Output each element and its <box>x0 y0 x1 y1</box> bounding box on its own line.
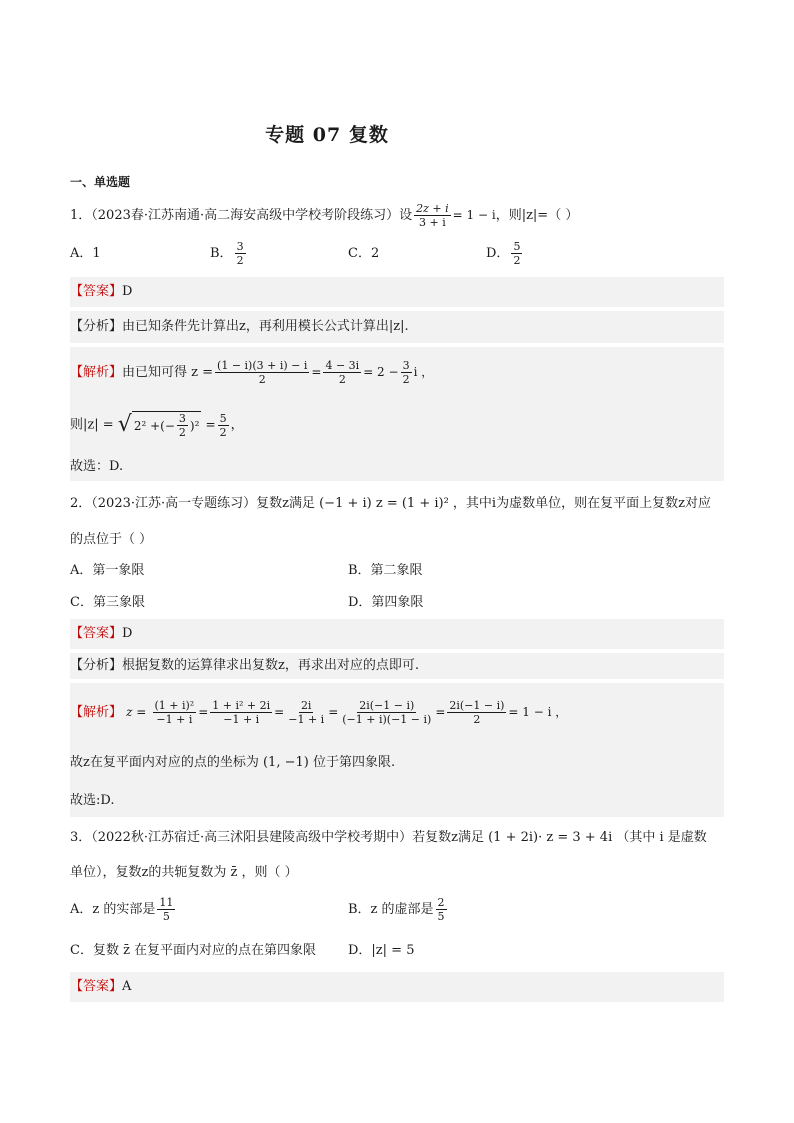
q1-modulus-num: 5 <box>219 411 227 425</box>
q1-answer-value: D <box>122 284 133 299</box>
q1-solution-line1 <box>70 359 433 386</box>
q1-option-b <box>210 240 248 267</box>
q1-answer <box>70 282 132 302</box>
q2-option-b: B．第二象限 <box>348 563 423 578</box>
q2-frac4 <box>340 699 433 726</box>
q1-answer-box <box>70 277 724 307</box>
q3-option-a <box>70 896 177 923</box>
q2-eq1: = <box>198 705 209 719</box>
section-heading: 一、单选题 <box>70 175 131 189</box>
q3-option-b-fraction <box>436 896 447 923</box>
q2-frac3-num: 2i <box>300 699 312 712</box>
q1-frac-den: 3 + i <box>419 216 446 229</box>
answer-tag: 【答案】 <box>70 626 123 641</box>
radical-icon: √ <box>117 412 132 437</box>
q1-solution-frac2-den: 2 <box>338 373 346 386</box>
q3-option-c: C．复数 z̄ 在复平面内对应的点在第四象限 <box>70 943 317 958</box>
q3-option-b-label: B．z 的虚部是 <box>348 902 434 917</box>
q2-eq2: = <box>274 705 285 719</box>
q1-modulus-eq: = <box>205 417 216 432</box>
q2-frac4-den: (−1 + i)(−1 − i) <box>342 713 432 726</box>
q3-option-a-num: 11 <box>159 896 174 909</box>
q3-option-b <box>348 896 449 923</box>
q3-answer-value: A <box>122 979 132 994</box>
q2-answer-value: D <box>122 626 133 641</box>
q1-option-d <box>486 240 524 267</box>
q1-solution-frac3-num: 3 <box>402 359 410 372</box>
q2-frac5 <box>447 699 506 726</box>
q2-option-d: D．第四象限 <box>348 595 424 610</box>
q1-solution-frac3-den: 2 <box>402 373 410 386</box>
q3-option-d: D．|z| = 5 <box>348 943 415 958</box>
q1-option-c: C．2 <box>348 246 380 261</box>
q1-option-d-label: D． <box>486 246 510 261</box>
q1-option-b-num: 3 <box>236 240 244 253</box>
q1-modulus-den: 2 <box>219 425 227 439</box>
q2-frac3 <box>286 699 326 726</box>
q3-stem-line1: 3．（2022秋·江苏宿迁·高三沭阳县建陵高级中学校考期中）若复数z满足 (1 + 2i)· z = 3 + 4i （其中 i 是虚数 <box>70 830 707 845</box>
analysis-tag: 【分析】 <box>70 319 123 334</box>
q2-stem-line2: 的点位于（ ） <box>70 532 153 547</box>
q1-modulus-end: ， <box>230 417 244 433</box>
q1-option-d-num: 5 <box>513 240 521 253</box>
q2-frac2 <box>210 699 272 726</box>
sqrt-content <box>132 411 202 439</box>
q1-analysis <box>70 317 409 337</box>
q1-analysis-text: 由已知条件先计算出z，再利用模长公式计算出|z|. <box>122 319 409 334</box>
q1-frac-num: 2z + i <box>416 202 449 215</box>
q1-solution-frac1-den: 2 <box>258 373 266 386</box>
q1-option-b-den: 2 <box>236 254 244 267</box>
answer-tag: 【答案】 <box>70 979 123 994</box>
q2-eq4: = <box>435 705 446 719</box>
q3-stem-line2: 单位），复数z的共轭复数为 z̄ ，则（ ） <box>70 865 298 880</box>
q1-option-d-den: 2 <box>513 254 521 267</box>
q3-option-b-num: 2 <box>437 896 445 909</box>
q1-option-b-fraction <box>235 240 246 267</box>
sqrt-frac-num: 3 <box>178 412 186 425</box>
q1-modulus-fraction <box>218 412 229 439</box>
sqrt-symbol <box>118 411 202 439</box>
q1-solution-text: 由已知可得 z = <box>122 365 214 380</box>
q2-frac2-num: 1 + i² + 2i <box>212 699 271 712</box>
q1-solution-box <box>70 347 724 481</box>
q2-stem-line1: 2．（2023·江苏·高一专题练习）复数z满足 (−1 + i) z = (1 + i)² ，其中i为虚数单位，则在复平面上复数z对应 <box>70 496 711 511</box>
q2-frac3-den: −1 + i <box>288 713 325 726</box>
q2-solution-box <box>70 683 724 817</box>
sqrt-paren-close: )² <box>189 418 200 433</box>
q2-solution-tail: = 1 − i ， <box>508 705 568 719</box>
q1-stem-suffix: ，则|z|=（ ） <box>495 208 579 223</box>
q1-solution-frac1 <box>215 359 309 386</box>
q2-solution-z: z = <box>126 705 147 719</box>
analysis-tag: 【分析】 <box>70 658 123 673</box>
q1-solution-mid: = 2 − <box>363 365 399 379</box>
q3-option-a-fraction <box>157 896 175 923</box>
q2-frac1 <box>153 699 197 726</box>
q2-choose: 故选:D. <box>70 793 115 808</box>
q1-solution-frac2-num: 4 − 3i <box>325 359 360 372</box>
q2-frac5-den: 2 <box>473 713 481 726</box>
q2-option-c: C．第三象限 <box>70 595 145 610</box>
q2-eq3: = <box>328 705 339 719</box>
q1-modulus-prefix: 则|z| = <box>70 417 114 433</box>
q3-answer-box <box>70 972 724 1002</box>
q2-frac1-num: (1 + i)² <box>154 699 195 712</box>
q1-option-b-label: B． <box>210 246 233 261</box>
q1-solution-frac2 <box>323 359 361 386</box>
sqrt-frac-den: 2 <box>178 426 186 439</box>
q2-frac4-num: 2i(−1 − i) <box>359 699 415 712</box>
q1-solution-end: i ， <box>413 365 434 379</box>
page-title: 专题 07 复数 <box>265 124 389 146</box>
q1-solution-frac1-num: (1 − i)(3 + i) − i <box>217 359 308 372</box>
solution-tag: 【解析】 <box>70 705 123 720</box>
sqrt-term1: 2² + <box>133 418 161 433</box>
solution-tag: 【解析】 <box>70 365 123 380</box>
q2-point: 故z在复平面内对应的点的坐标为 (1, −1) 位于第四象限. <box>70 755 396 770</box>
q2-frac2-den: −1 + i <box>223 713 260 726</box>
q1-fraction <box>414 202 451 229</box>
sqrt-fraction <box>177 412 188 439</box>
sqrt-paren-open: (− <box>160 418 175 433</box>
q3-option-a-label: A．z 的实部是 <box>70 902 156 917</box>
q2-analysis-box <box>70 653 724 679</box>
q1-solution-eq: = <box>311 365 322 379</box>
q1-modulus-line <box>70 411 244 439</box>
q3-option-a-den: 5 <box>162 910 170 923</box>
q1-option-a: A．1 <box>70 246 101 261</box>
q2-solution-line1 <box>70 699 567 726</box>
q2-frac5-num: 2i(−1 − i) <box>449 699 505 712</box>
q3-option-b-den: 5 <box>437 910 445 923</box>
q1-choose: 故选：D. <box>70 459 124 474</box>
q3-answer <box>70 977 131 997</box>
q1-eq-rhs: = 1 − i <box>452 208 496 222</box>
q1-option-d-fraction <box>511 240 522 267</box>
q1-stem-prefix: 1．（2023春·江苏南通·高二海安高级中学校考阶段练习）设 <box>70 208 413 223</box>
q2-analysis-text: 根据复数的运算律求出复数z，再求出对应的点即可. <box>122 658 419 673</box>
q1-analysis-box <box>70 311 724 343</box>
q1-solution-frac3 <box>401 359 412 386</box>
q2-frac1-den: −1 + i <box>156 713 193 726</box>
q2-answer-box <box>70 619 724 649</box>
q1-stem <box>70 202 578 229</box>
q2-option-a: A．第一象限 <box>70 563 145 578</box>
q2-answer <box>70 624 132 644</box>
q2-analysis <box>70 656 419 676</box>
answer-tag: 【答案】 <box>70 284 123 299</box>
